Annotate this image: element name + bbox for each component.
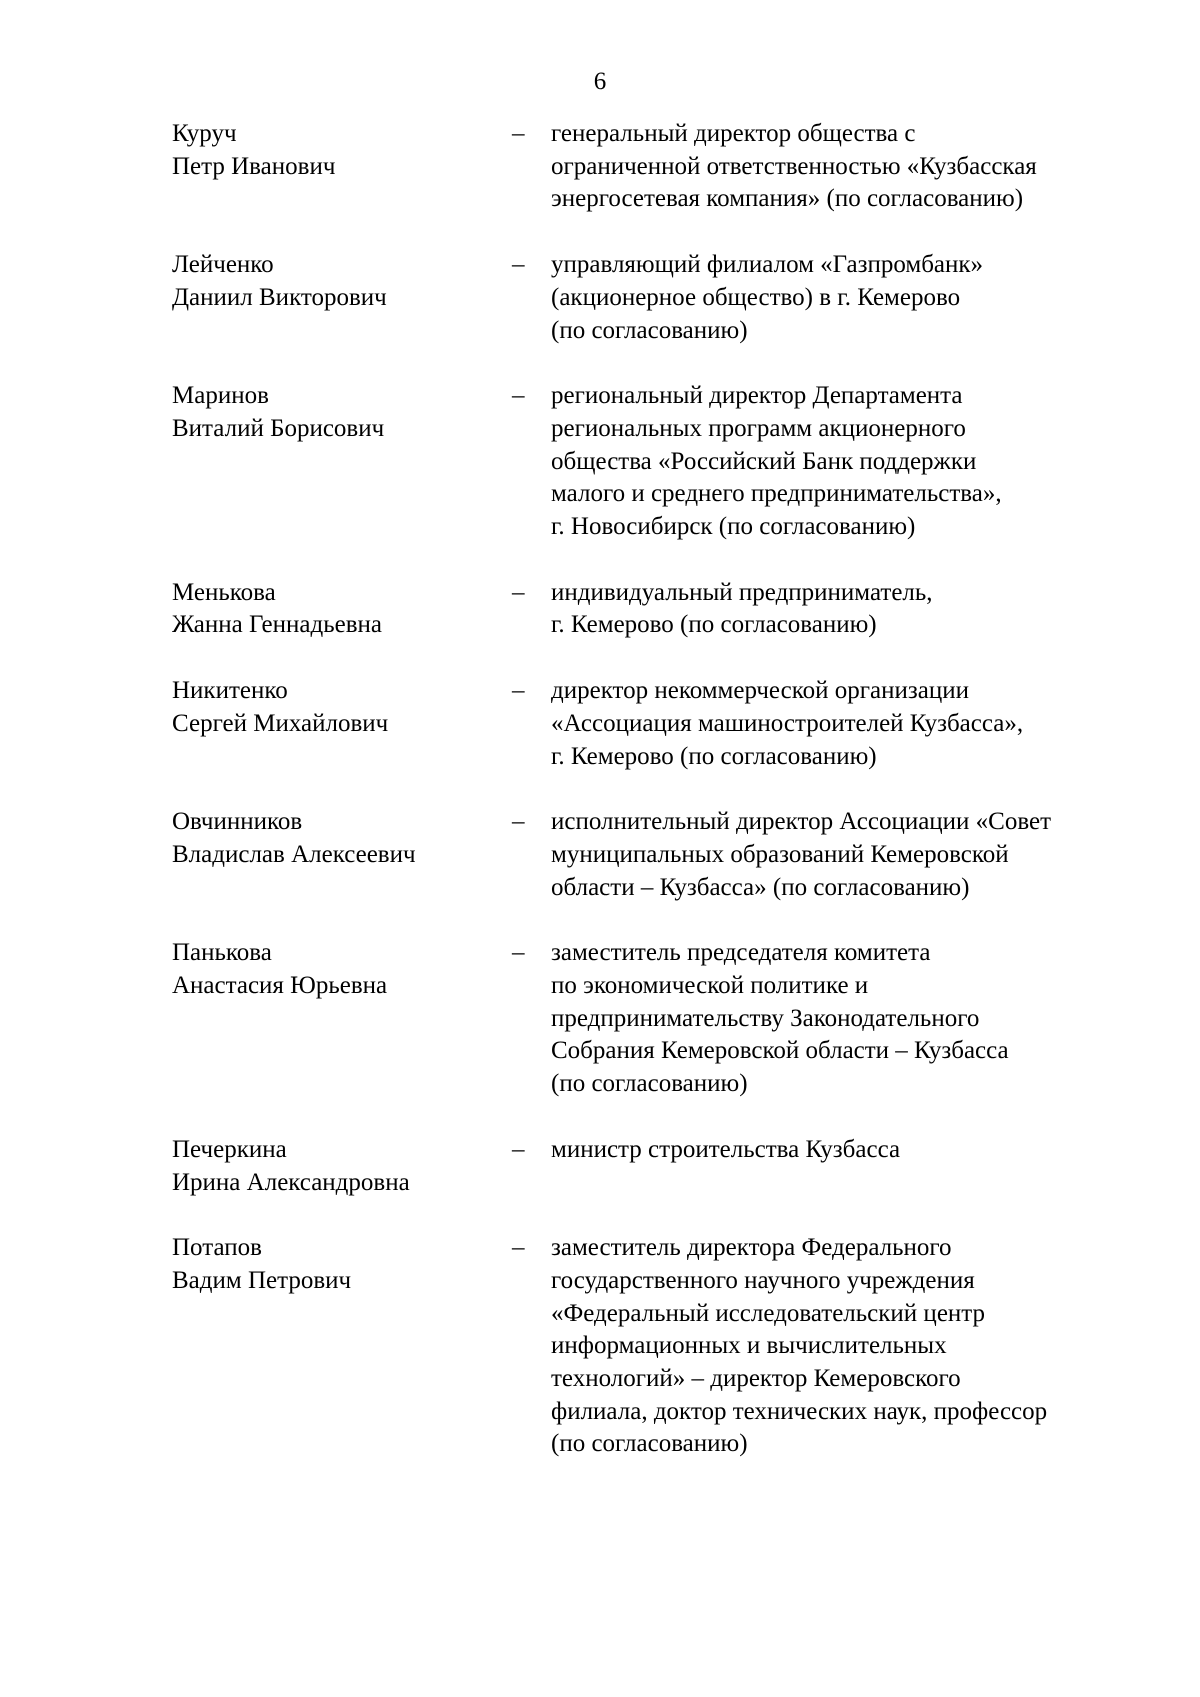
position-line: г. Новосибирск (по согласованию) bbox=[551, 513, 916, 541]
member-entry bbox=[0, 1134, 1200, 1199]
member-surname: Овчинников bbox=[172, 808, 303, 836]
member-list bbox=[0, 118, 1200, 1494]
member-entry bbox=[0, 118, 1200, 216]
member-given-names: Петр Иванович bbox=[172, 152, 336, 180]
position-line: управляющий филиалом «Газпромбанк» bbox=[551, 251, 984, 279]
member-position bbox=[551, 380, 1126, 544]
member-surname: Куруч bbox=[172, 120, 237, 147]
position-line: министр строительства Кузбасса bbox=[551, 1135, 901, 1163]
member-entry bbox=[0, 937, 1200, 1101]
position-line: (по согласованию) bbox=[551, 1430, 748, 1458]
member-position bbox=[551, 249, 1126, 347]
dash-separator: – bbox=[512, 578, 525, 606]
position-line: директор некоммерческой организации bbox=[551, 677, 969, 705]
member-name bbox=[172, 249, 492, 314]
member-position bbox=[551, 1232, 1126, 1461]
position-line: региональных программ акционерного bbox=[551, 414, 966, 442]
member-name bbox=[172, 1134, 492, 1199]
member-position bbox=[551, 675, 1126, 773]
member-position bbox=[551, 937, 1126, 1101]
position-line: по экономической политике и bbox=[551, 972, 869, 1000]
dash-separator: – bbox=[512, 382, 525, 410]
position-line: малого и среднего предпринимательства», bbox=[551, 480, 1002, 508]
member-given-names: Владислав Алексеевич bbox=[172, 840, 416, 868]
member-entry bbox=[0, 1232, 1200, 1461]
position-line: исполнительный директор Ассоциации «Совет bbox=[551, 808, 1052, 836]
position-line: предпринимательству Законодательного bbox=[551, 1004, 980, 1032]
position-line: технологий» – директор Кемеровского bbox=[551, 1365, 961, 1393]
dash-separator: – bbox=[512, 1135, 525, 1163]
member-name bbox=[172, 577, 492, 642]
position-line: индивидуальный предприниматель, bbox=[551, 578, 933, 606]
member-surname: Никитенко bbox=[172, 677, 288, 705]
dash-separator: – bbox=[512, 939, 525, 967]
member-given-names: Виталий Борисович bbox=[172, 414, 385, 442]
member-given-names: Сергей Михайлович bbox=[172, 709, 389, 737]
member-position bbox=[551, 577, 1126, 642]
position-line: генеральный директор общества с bbox=[551, 120, 916, 147]
position-line: филиала, доктор технических наук, профессор bbox=[551, 1397, 1048, 1425]
page-number: 6 bbox=[593, 68, 607, 95]
member-name bbox=[172, 806, 492, 871]
position-line: Собрания Кемеровской области – Кузбасса bbox=[551, 1037, 1009, 1065]
position-line: заместитель директора Федерального bbox=[551, 1234, 952, 1262]
member-surname: Потапов bbox=[172, 1234, 262, 1262]
member-name bbox=[172, 937, 492, 1002]
dash-separator: – bbox=[512, 1234, 525, 1262]
dash-separator: – bbox=[512, 677, 525, 705]
position-line: «Федеральный исследовательский центр bbox=[551, 1299, 986, 1327]
position-line: информационных и вычислительных bbox=[551, 1332, 947, 1360]
dash-separator: – bbox=[512, 251, 525, 279]
position-line: г. Кемерово (по согласованию) bbox=[551, 742, 877, 770]
member-name bbox=[172, 675, 492, 740]
member-given-names: Жанна Геннадьевна bbox=[172, 611, 382, 639]
position-line: (по согласованию) bbox=[551, 316, 748, 344]
member-name bbox=[172, 118, 492, 183]
member-entry bbox=[0, 806, 1200, 904]
member-given-names: Анастасия Юрьевна bbox=[172, 972, 388, 1000]
member-entry bbox=[0, 577, 1200, 642]
member-surname: Менькова bbox=[172, 578, 276, 606]
member-given-names: Ирина Александровна bbox=[172, 1168, 410, 1196]
member-surname: Лейченко bbox=[172, 251, 274, 279]
member-surname: Панькова bbox=[172, 939, 272, 967]
member-given-names: Вадим Петрович bbox=[172, 1266, 352, 1294]
member-given-names: Даниил Викторович bbox=[172, 283, 387, 311]
position-line: области – Кузбасса» (по согласованию) bbox=[551, 873, 970, 901]
position-line: региональный директор Департамента bbox=[551, 382, 963, 410]
member-position bbox=[551, 1134, 1126, 1199]
position-line: «Ассоциация машиностроителей Кузбасса», bbox=[551, 709, 1024, 737]
member-surname: Печеркина bbox=[172, 1135, 287, 1163]
member-entry bbox=[0, 675, 1200, 773]
position-line: энергосетевая компания» (по согласованию) bbox=[551, 185, 1024, 213]
dash-separator: – bbox=[512, 120, 525, 147]
position-line: заместитель председателя комитета bbox=[551, 939, 931, 967]
member-entry bbox=[0, 380, 1200, 544]
member-entry bbox=[0, 249, 1200, 347]
position-line: общества «Российский Банк поддержки bbox=[551, 447, 977, 475]
position-line: муниципальных образований Кемеровской bbox=[551, 840, 1009, 868]
position-line: государственного научного учреждения bbox=[551, 1266, 975, 1294]
member-position bbox=[551, 118, 1126, 216]
position-line: г. Кемерово (по согласованию) bbox=[551, 611, 877, 639]
member-surname: Маринов bbox=[172, 382, 269, 410]
member-name bbox=[172, 380, 492, 445]
position-line: (акционерное общество) в г. Кемерово bbox=[551, 283, 961, 311]
member-position bbox=[551, 806, 1126, 904]
member-name bbox=[172, 1232, 492, 1297]
position-line: (по согласованию) bbox=[551, 1070, 748, 1098]
dash-separator: – bbox=[512, 808, 525, 836]
position-line: ограниченной ответственностью «Кузбасская bbox=[551, 152, 1037, 180]
